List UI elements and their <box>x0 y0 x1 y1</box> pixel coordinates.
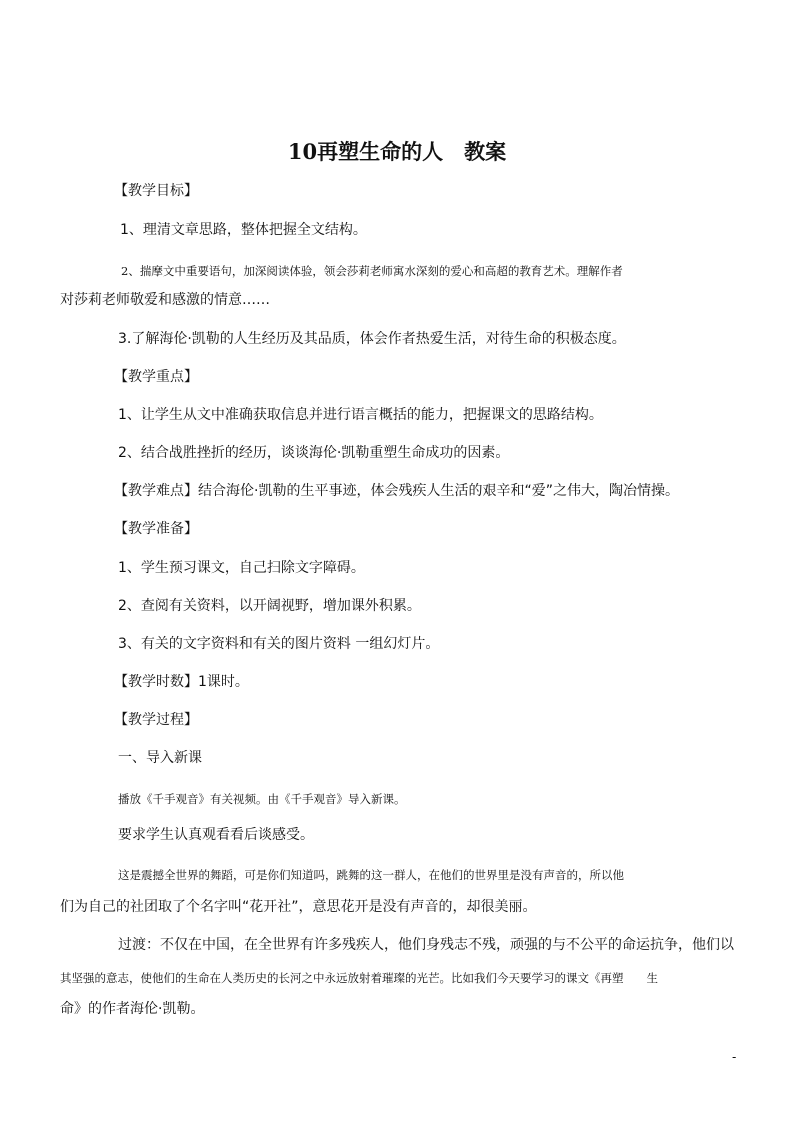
play-video-line: 播放《千手观音》有关视频。由《千手观音》导入新课。 <box>118 792 406 806</box>
preparation-2: 2、查阅有关资料，以开阔视野，增加课外积累。 <box>118 598 421 614</box>
preparation-3: 3、有关的文字资料和有关的图片资料 一组幻灯片。 <box>118 636 440 652</box>
teaching-hours: 【教学时数】1课时。 <box>114 674 249 690</box>
goal-3: 3.了解海伦·凯勒的人生经历及其品质，体会作者热爱生活，对待生命的积极态度。 <box>118 331 626 347</box>
transition-line-3: 命》的作者海伦·凯勒。 <box>60 1001 205 1017</box>
ask-students-line: 要求学生认真观看看后谈感受。 <box>118 827 314 843</box>
key-point-1: 1、让学生从文中准确获取信息并进行语言概括的能力，把握课文的思路结构。 <box>118 407 603 423</box>
process-header: 【教学过程】 <box>114 712 198 728</box>
goal-2-line-2: 对莎莉老师敬爱和感激的情意…… <box>60 292 270 308</box>
page-mark: - <box>732 1050 737 1064</box>
transition-line-1: 过渡：不仅在中国，在全世界有许多残疾人，他们身残志不残，顽强的与不公平的命运抗争，他们以 <box>118 937 734 953</box>
key-point-2: 2、结合战胜挫折的经历，谈谈海伦·凯勒重塑生命成功的因素。 <box>118 445 510 461</box>
paragraph-1-line-1: 这是震撼全世界的舞蹈，可是你们知道吗，跳舞的这一群人，在他们的世界里是没有声音的，所以他 <box>118 868 624 882</box>
intro-heading: 一、导入新课 <box>118 750 202 766</box>
goal-2-line-1: 2、揣摩文中重要语句，加深阅读体验，领会莎莉老师寓水深刻的爱心和高超的教育艺术。理解作者 <box>121 264 623 278</box>
preparation-header: 【教学准备】 <box>114 521 198 537</box>
transition-line-2: 其坚强的意志，使他们的生命在人类历史的长河之中永远放射着璀璨的光芒。比如我们今天要学习的课文《再塑 生 <box>60 971 658 985</box>
goals-header: 【教学目标】 <box>114 183 198 199</box>
paragraph-1-line-2: 们为自己的社团取了个名字叫“花开社”，意思花开是没有声音的，却很美丽。 <box>60 899 537 915</box>
document-title: 10再塑生命的人 教案 <box>287 139 507 164</box>
difficulty-line: 【教学难点】结合海伦·凯勒的生平事迹，体会残疾人生活的艰辛和“爱”之伟大，陶冶情操。 <box>114 483 679 499</box>
goal-1: 1、理清文章思路，整体把握全文结构。 <box>120 222 367 238</box>
key-points-header: 【教学重点】 <box>114 369 198 385</box>
preparation-1: 1、学生预习课文，自己扫除文字障碍。 <box>118 560 365 576</box>
